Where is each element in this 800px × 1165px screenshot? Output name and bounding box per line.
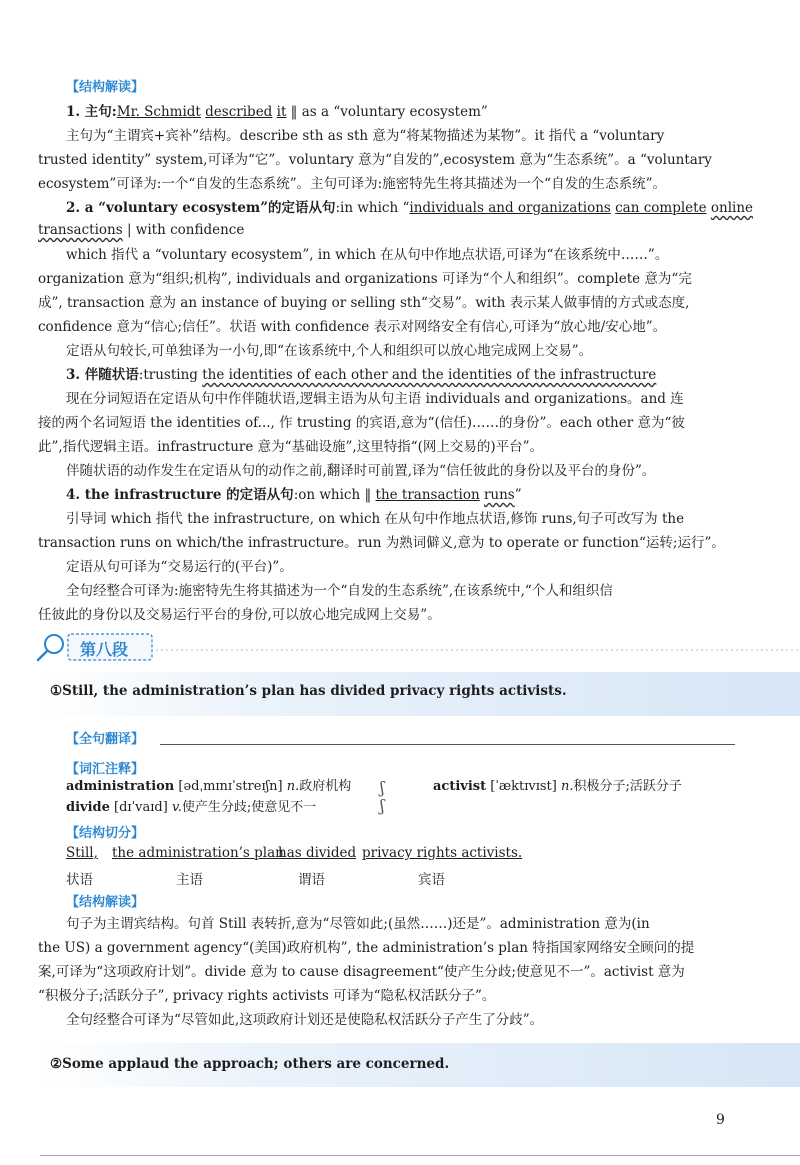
text-line: which 指代 a “voluntary ecosystem”, in which 在从句中作地点状语,可译为“在该系统中……”。 [66, 247, 669, 263]
paragraph-8-header [30, 628, 800, 668]
point-4-title-line [66, 485, 522, 505]
text-line: 全句经整合可译为“尽管如此,这项政府计划还是使隐私权活跃分子产生了分歧”。 [66, 1012, 544, 1028]
split-word [112, 845, 284, 861]
clause-subject: the transaction [375, 487, 480, 503]
sentence-2: ②Some applaud the approach; others are concerned. [50, 1056, 450, 1072]
split-role: 谓语 [298, 872, 325, 888]
point-1-title: 1. 主句 [66, 104, 112, 120]
vocab-phonetic: [ədˌmɪnɪˈstreɪʃn] [178, 779, 283, 794]
quote-end: ” [514, 487, 522, 503]
text-line: 定语从句较长,可单独译为一小句,即“在该系统中,个人和组织可以放心地完成网上交易”。 [66, 343, 593, 359]
split-word [278, 845, 356, 861]
main-subject: Mr. Schmidt [116, 104, 201, 120]
split-role: 状语 [66, 872, 93, 888]
page-number: 9 [716, 1112, 725, 1128]
vocab-phonetic: [ˈæktɪvɪst] [490, 779, 557, 794]
translation-header: 【全句翻译】 [66, 732, 145, 747]
vocab-word: divide [66, 800, 110, 815]
bottom-rule [40, 1155, 800, 1156]
text-line: 全句经整合可译为:施密特先生将其描述为一个“自发的生态系统”,在该系统中,“个人和组织信 [66, 583, 613, 599]
clause-verb: can complete [615, 200, 707, 216]
search-icon [30, 628, 800, 668]
vocab-pos: n. [286, 779, 300, 794]
point-2-rest: | with confidence [122, 222, 245, 238]
point-3-title-line [66, 365, 656, 385]
point-2-lead: :in which “ [335, 200, 410, 216]
point-2-title-line [66, 198, 753, 218]
point-2-title: 2. a “voluntary ecosystem”的定语从句 [66, 200, 336, 216]
vocab-word: administration [66, 779, 175, 794]
split-word-text: has divided [278, 845, 357, 861]
vocab-item [66, 778, 351, 796]
vocab-phonetic: [dɪˈvaɪd] [114, 800, 168, 815]
split-word [66, 845, 98, 861]
point-3-lead: :trusting [138, 367, 203, 383]
text-line: ecosystem”可译为:一个“自发的生态系统”。主句可译为:施密特先生将其描述为一个“自发的生态系统”。 [38, 176, 666, 192]
vocab-pos: n. [560, 779, 574, 794]
split-word-text: privacy rights activists. [362, 845, 523, 861]
vocab-header: 【词汇注释】 [66, 762, 145, 777]
split-word-text: Still, [66, 845, 98, 861]
text-line: 定语从句可译为“交易运行的(平台)”。 [66, 559, 293, 575]
text-line: the US) a government agency“(美国)政府机构”, the administration’s plan 特指国家网络安全顾问的提 [38, 940, 695, 956]
point-2-title-cont [38, 220, 244, 240]
text-line: trusted identity” system,可译为“它”。voluntary 意为“自发的”,ecosystem 意为“生态系统”。a “voluntary [38, 152, 712, 168]
point-1-title-line [66, 102, 488, 122]
point-4-lead: :on which ‖ [293, 487, 376, 503]
point-3-title: 3. 伴随状语 [66, 367, 139, 383]
divider-squiggle-icon: ʃ ʃ [380, 778, 385, 815]
split-word [362, 845, 522, 861]
split-role: 宾语 [418, 872, 445, 888]
text-line: “积极分子;活跃分子”, privacy rights activists 可译为“隐私权活跃分子”。 [38, 988, 496, 1004]
split-header: 【结构切分】 [66, 826, 145, 841]
point-4-title: 4. the infrastructure 的定语从句 [66, 487, 294, 503]
vocab-pos: v. [171, 800, 182, 815]
text-line: 现在分词短语在定语从句中作伴随状语,逻辑主语为从句主语 individuals and organizations。and 连 [66, 391, 684, 407]
analysis-header: 【结构解读】 [66, 895, 145, 910]
vocab-item [433, 778, 682, 796]
clause-object-2: transactions [38, 222, 123, 238]
text-line: 伴随状语的动作发生在定语从句的动作之前,翻译时可前置,译为“信任彼此的身份以及平台的身份”。 [66, 463, 656, 479]
vocab-word: activist [433, 779, 487, 794]
vocab-meaning: 使产生分歧;使意见不一 [181, 800, 317, 815]
vocab-meaning: 政府机构 [299, 779, 352, 794]
text-line: 此”,指代逻辑主语。infrastructure 意为“基础设施”,这里特指“(网上交易的)平台”。 [38, 439, 544, 455]
vocab-meaning: 积极分子;活跃分子 [573, 779, 682, 794]
main-verb: described [205, 104, 273, 120]
text-line: 案,可译为“这项政府计划”。divide 意为 to cause disagreement“使产生分歧;使意见不一”。activist 意为 [38, 964, 685, 980]
clause-verb: runs [483, 487, 515, 503]
split-word-text: the administration’s plan [112, 845, 284, 861]
text-line: 引导词 which 指代 the infrastructure, on which 在从句中作地点状语,修饰 runs,句子可改写为 the [66, 511, 685, 527]
point-1-rest: ‖ as a “voluntary ecosystem” [286, 104, 488, 120]
vocab-item [66, 799, 316, 817]
text-line: organization 意为“组织;机构”, individuals and organizations 可译为“个人和组织”。complete 意为“完 [38, 271, 692, 287]
text-line: 成”, transaction 意为 an instance of buying or selling sth“交易”。with 表示某人做事情的方式或态度, [38, 295, 690, 311]
text-line: transaction runs on which/the infrastructure。run 为熟词僻义,意为 to operate or function“运转;运行”。 [38, 535, 725, 551]
text-line: 句子为主谓宾结构。句首 Still 表转折,意为“尽管如此;(虽然……)还是”。administration 意为(in [66, 916, 650, 932]
colon: : [111, 104, 117, 120]
text-line: 接的两个名词短语 the identities of..., 作 trusting 的宾语,意为“(信任)……的身份”。each other 意为“彼 [38, 415, 685, 431]
text-line: 主句为“主谓宾+宾补”结构。describe sth as sth 意为“将某物描述为某物”。it 指代 a “voluntary [66, 128, 665, 144]
clause-subject: individuals and organizations [409, 200, 611, 216]
clause-object-1: online [710, 200, 754, 216]
sentence-1: ①Still, the administration’s plan has divided privacy rights activists. [50, 683, 567, 699]
structure-analysis-header: 【结构解读】 [66, 80, 145, 95]
main-object: it [276, 104, 287, 120]
paragraph-8-title: 第八段 [80, 640, 129, 659]
text-line: confidence 意为“信心;信任”。状语 with confidence 表示对网络安全有信心,可译为“放心地/安心地”。 [38, 319, 667, 335]
text-line: 任彼此的身份以及交易运行平台的身份,可以放心地完成网上交易”。 [38, 607, 441, 623]
participle-object: the identities of each other and the identities of the infrastructure [202, 367, 657, 383]
split-role: 主语 [176, 872, 203, 888]
translation-blank [160, 744, 735, 745]
